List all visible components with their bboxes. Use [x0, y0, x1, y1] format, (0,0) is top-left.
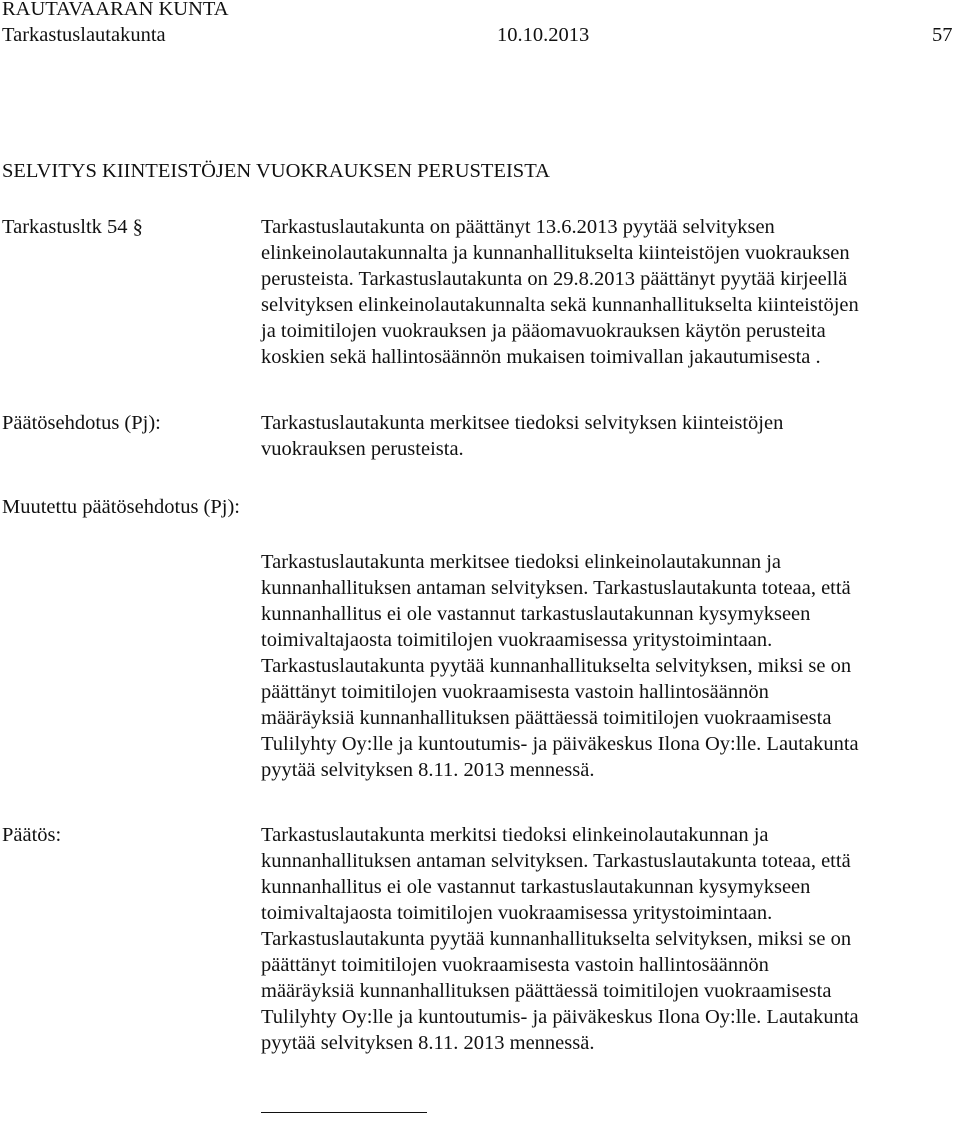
proposal-line: vuokrauksen perusteista.: [261, 438, 464, 460]
item-label: Tarkastusltk 54 §: [2, 216, 143, 238]
municipality-name: RAUTAVAARAN KUNTA: [2, 0, 229, 20]
item-line: perusteista. Tarkastuslautakunta on 29.8.2013 päättänyt pyytää kirjeellä: [261, 268, 848, 290]
amended-proposal-line: päättänyt toimitilojen vuokraamisesta vastoin hallintosäännön: [261, 681, 769, 703]
proposal-text: [261, 410, 957, 462]
item-line: Tarkastuslautakunta on päättänyt 13.6.2013 pyytää selvityksen: [261, 216, 775, 238]
item-line: koskien sekä hallintosäännön mukaisen toimivallan jakautumisesta .: [261, 346, 821, 368]
board-name: Tarkastuslautakunta: [2, 24, 166, 46]
decision-line: kunnanhallituksen antaman selvityksen. Tarkastuslautakunta toteaa, että: [261, 850, 851, 872]
decision-line: päättänyt toimitilojen vuokraamisesta vastoin hallintosäännön: [261, 954, 769, 976]
item-line: selvityksen elinkeinolautakunnalta sekä kunnanhallitukselta kiinteistöjen: [261, 294, 859, 316]
decision-label: Päätös:: [2, 824, 62, 846]
decision-line: Tarkastuslautakunta pyytää kunnanhallitukselta selvityksen, miksi se on: [261, 928, 852, 950]
amended-proposal-label: Muutettu päätösehdotus (Pj):: [2, 496, 241, 518]
signature-line: [261, 1112, 427, 1113]
amended-proposal-line: määräyksiä kunnanhallituksen päättäessä toimitilojen vuokraamisesta: [261, 707, 832, 729]
proposal-line: Tarkastuslautakunta merkitsee tiedoksi selvityksen kiinteistöjen: [261, 412, 784, 434]
decision-line: kunnanhallitus ei ole vastannut tarkastuslautakunnan kysymykseen: [261, 876, 811, 898]
amended-proposal-line: kunnanhallitus ei ole vastannut tarkastuslautakunnan kysymykseen: [261, 603, 811, 625]
amended-proposal-line: Tarkastuslautakunta merkitsee tiedoksi elinkeinolautakunnan ja: [261, 551, 782, 573]
item-line: elinkeinolautakunnalta ja kunnanhallitukselta kiinteistöjen vuokrauksen: [261, 242, 850, 264]
amended-proposal-line: pyytää selvityksen 8.11. 2013 mennessä.: [261, 759, 595, 781]
decision-line: pyytää selvityksen 8.11. 2013 mennessä.: [261, 1032, 595, 1054]
decision-line: määräyksiä kunnanhallituksen päättäessä toimitilojen vuokraamisesta: [261, 980, 832, 1002]
amended-proposal-text: [261, 549, 957, 783]
amended-proposal-line: Tulilyhty Oy:lle ja kuntoutumis- ja päiväkeskus Ilona Oy:lle. Lautakunta: [261, 733, 859, 755]
item-line: ja toimitilojen vuokrauksen ja pääomavuokrauksen käytön perusteita: [261, 320, 826, 342]
proposal-label: Päätösehdotus (Pj):: [2, 412, 161, 434]
item-text: [261, 214, 957, 370]
amended-proposal-line: Tarkastuslautakunta pyytää kunnanhallitukselta selvityksen, miksi se on: [261, 655, 852, 677]
decision-line: Tulilyhty Oy:lle ja kuntoutumis- ja päiväkeskus Ilona Oy:lle. Lautakunta: [261, 1006, 859, 1028]
decision-line: Tarkastuslautakunta merkitsi tiedoksi elinkeinolautakunnan ja: [261, 824, 769, 846]
meeting-date: 10.10.2013: [497, 24, 590, 46]
decision-text: [261, 822, 957, 1056]
amended-proposal-line: kunnanhallituksen antaman selvityksen. Tarkastuslautakunta toteaa, että: [261, 577, 851, 599]
section-title: SELVITYS KIINTEISTÖJEN VUOKRAUKSEN PERUSTEISTA: [2, 160, 550, 182]
amended-proposal-line: toimivaltajaosta toimitilojen vuokraamisessa yritystoimintaan.: [261, 629, 773, 651]
page-number: 57: [932, 24, 953, 46]
decision-line: toimivaltajaosta toimitilojen vuokraamisessa yritystoimintaan.: [261, 902, 773, 924]
